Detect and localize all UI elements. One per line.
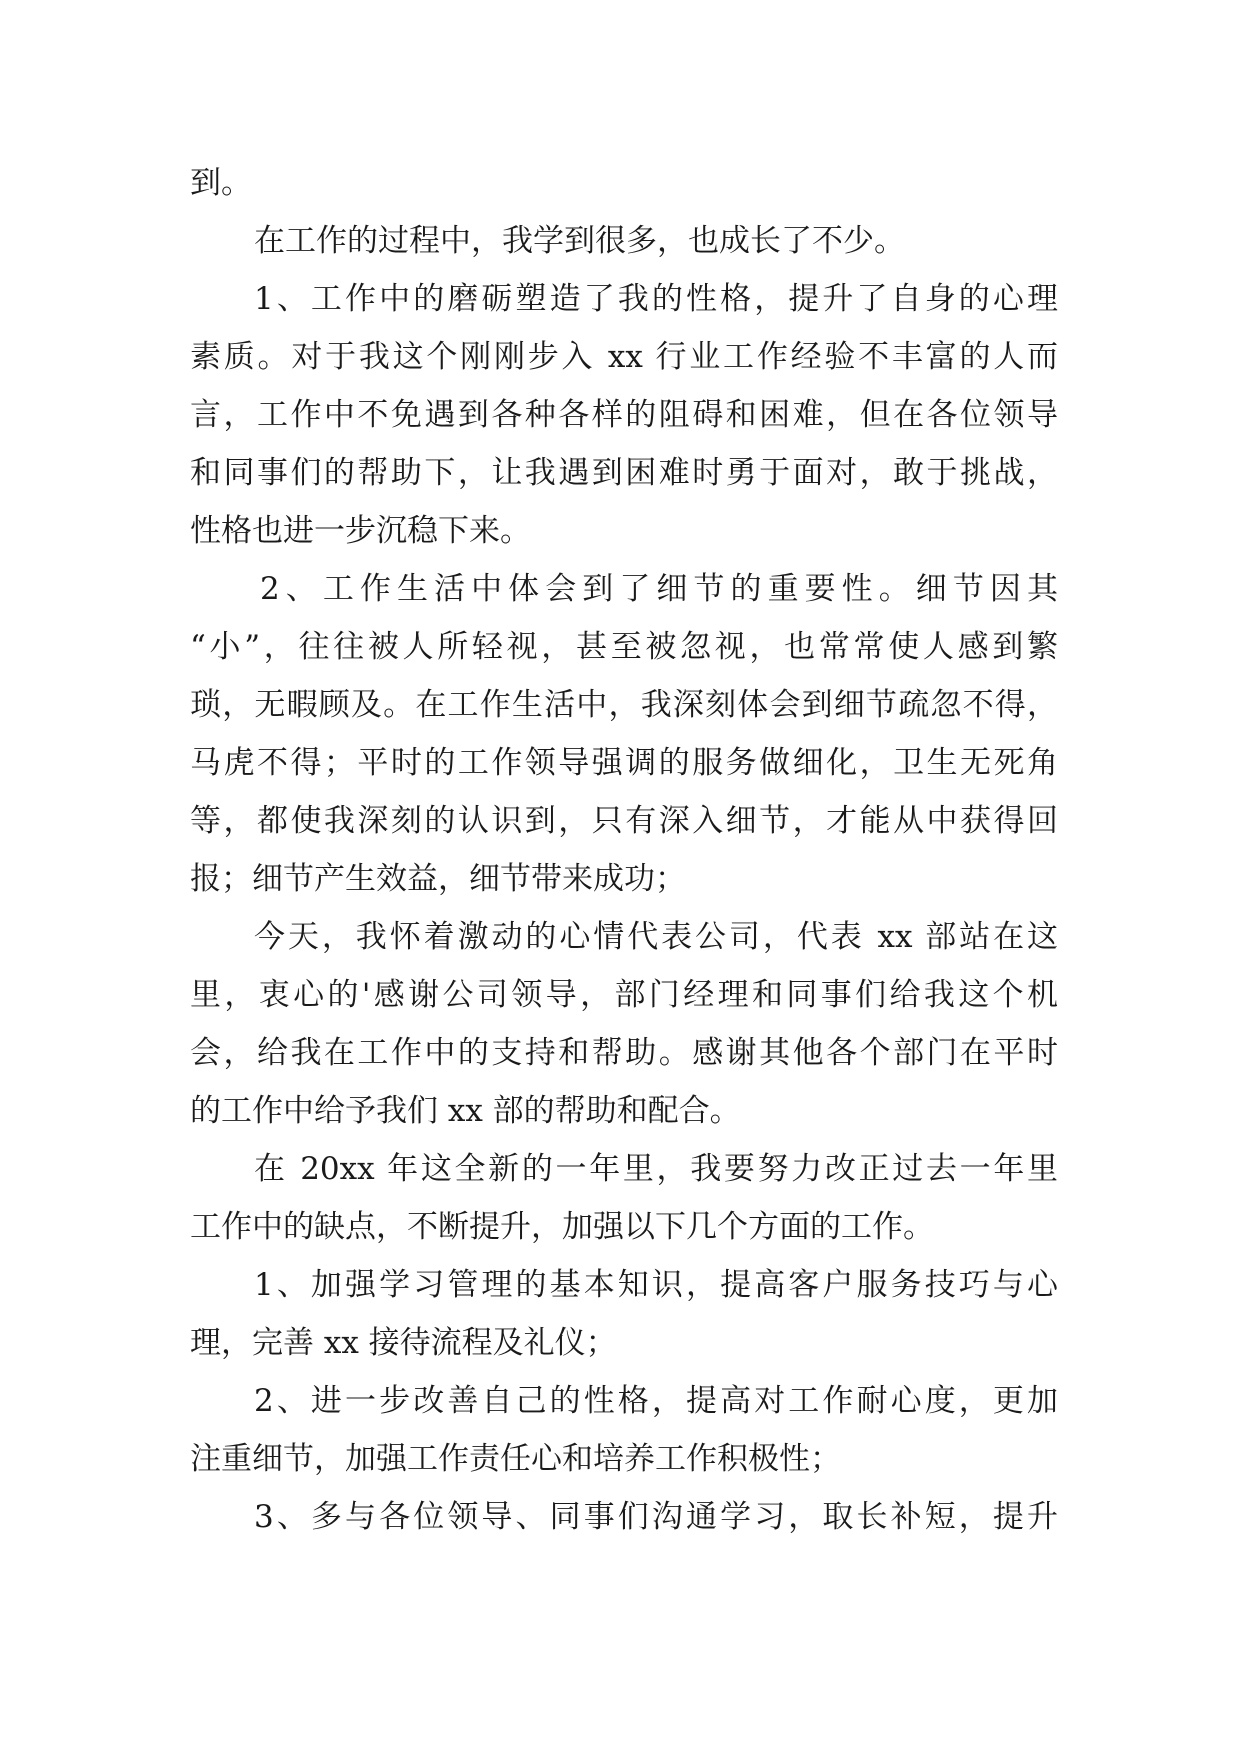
paragraph-line: “小”，往往被人所轻视，甚至被忽视，也常常使人感到繁 xyxy=(190,629,1058,665)
paragraph-line: 今天，我怀着激动的心情代表公司，代表 xx 部站在这 xyxy=(254,919,1058,955)
paragraph-line: 等，都使我深刻的认识到，只有深入细节，才能从中获得回 xyxy=(190,803,1058,839)
document-body xyxy=(190,154,1058,1546)
paragraph-line: 的工作中给予我们 xx 部的帮助和配合。 xyxy=(190,1093,741,1129)
paragraph-line: 在工作的过程中，我学到很多，也成长了不少。 xyxy=(254,223,905,259)
paragraph-line: 琐，无暇顾及。在工作生活中，我深刻体会到细节疏忽不得， xyxy=(190,687,1058,723)
paragraph-line: 工作中的缺点，不断提升，加强以下几个方面的工作。 xyxy=(190,1209,934,1245)
paragraph-line: 里，衷心的'感谢公司领导，部门经理和同事们给我这个机 xyxy=(190,977,1058,1013)
paragraph-line: 言，工作中不免遇到各种各样的阻碍和困难，但在各位领导 xyxy=(190,397,1058,433)
paragraph-line: 2、工作生活中体会到了细节的重要性。细节因其 xyxy=(260,571,1058,607)
paragraph-line: 素质。对于我这个刚刚步入 xx 行业工作经验不丰富的人而 xyxy=(190,339,1058,375)
paragraph-line: 会，给我在工作中的支持和帮助。感谢其他各个部门在平时 xyxy=(190,1035,1058,1071)
paragraph-line: 马虎不得；平时的工作领导强调的服务做细化，卫生无死角 xyxy=(190,745,1058,781)
paragraph-line: 和同事们的帮助下，让我遇到困难时勇于面对，敢于挑战， xyxy=(190,455,1058,491)
paragraph-line: 理，完善 xx 接待流程及礼仪； xyxy=(190,1325,617,1361)
paragraph-line: 1、加强学习管理的基本知识，提高客户服务技巧与心 xyxy=(254,1267,1058,1303)
paragraph-line: 3、多与各位领导、同事们沟通学习，取长补短，提升 xyxy=(254,1499,1058,1535)
paragraph-line: 性格也进一步沉稳下来。 xyxy=(190,513,531,549)
paragraph-line: 报；细节产生效益，细节带来成功； xyxy=(190,861,686,897)
paragraph-line: 1、工作中的磨砺塑造了我的性格，提升了自身的心理 xyxy=(254,281,1058,317)
paragraph-line: 在 20xx 年这全新的一年里，我要努力改正过去一年里 xyxy=(254,1151,1058,1187)
paragraph-line: 2、进一步改善自己的性格，提高对工作耐心度，更加 xyxy=(254,1383,1058,1419)
paragraph-line: 注重细节，加强工作责任心和培养工作积极性； xyxy=(190,1441,841,1477)
paragraph-line: 到。 xyxy=(190,165,252,201)
